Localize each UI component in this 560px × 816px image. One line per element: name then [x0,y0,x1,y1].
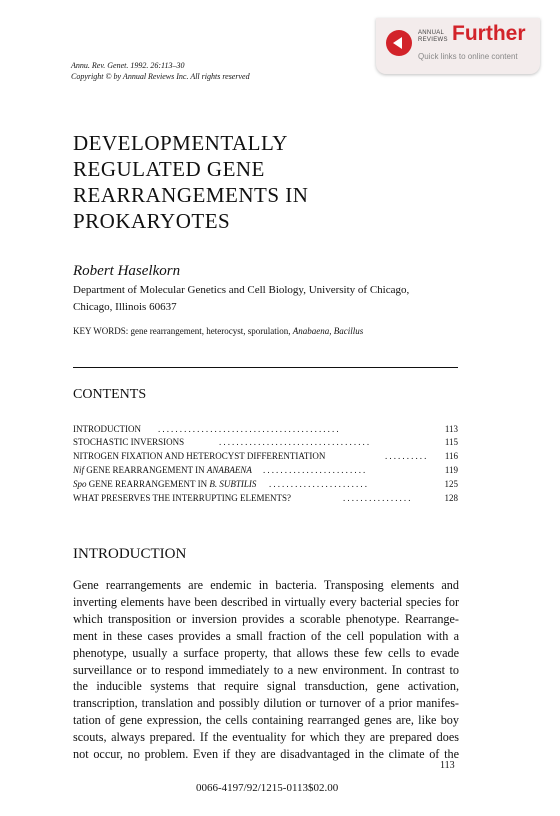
toc-leader-dots: ....................... [269,479,370,489]
author-affiliation [73,282,409,316]
toc-italic-term: ANABAENA [206,465,252,475]
toc-entry[interactable] [73,479,458,491]
toc-leader-dots: ........................ [263,465,368,475]
contents-heading: CONTENTS [73,387,147,402]
toc-entry-label: INTRODUCTION [73,424,141,434]
toc-leader-dots: .......... [385,451,429,461]
toc-entry-label: NITROGEN FIXATION AND HETEROCYST DIFFERENTIATION [73,451,326,461]
copyright-notice: Copyright © by Annual Reviews Inc. All rights reserved [71,72,250,81]
toc-italic-term: B. SUBTILIS [209,479,257,489]
toc-entry[interactable] [73,424,458,436]
badge-subtitle: Quick links to online content [418,52,518,61]
toc-leader-dots: ................ [343,493,413,503]
toc-entry-label [73,465,252,475]
toc-entry-label: STOCHASTIC INVERSIONS [73,437,185,447]
toc-leader-dots: ................................... [219,437,372,447]
toc-entry-label: WHAT PRESERVES THE INTERRUPTING ELEMENTS? [73,493,291,503]
body-line: the inducible systems that require signal transduction, gene activation, [73,679,459,694]
toc-page-number: 119 [444,465,458,475]
badge-further-text: Further [452,22,526,45]
introduction-body [73,577,459,763]
body-line: ment in these cases provides a small fraction of the cell population with a [73,628,459,643]
toc-italic-term: Nif [73,465,85,475]
toc-page-number: 115 [444,437,458,447]
badge-reviews-text: REVIEWS [418,37,448,43]
body-line: surveillance or to respond immediately to a new environment. In contrast to [73,662,459,677]
body-line: tation of gene expression, the cells containing rearranged genes are, like boy [73,713,459,728]
toc-leader-dots: .......................................... [158,424,341,434]
toc-entry[interactable] [73,451,458,463]
body-line: Gene rearrangements are endemic in bacteria. Transposing elements and [73,578,459,592]
page-number: 113 [440,760,455,771]
toc-page-number: 125 [444,479,458,489]
title-line: PROKARYOTES [73,209,231,233]
affiliation-line: Chicago, Illinois 60637 [73,301,177,313]
toc-page-number: 116 [444,451,458,461]
keywords [73,326,363,336]
annual-reviews-logo-icon [386,30,412,56]
keywords-label: KEY WORDS: [73,326,129,336]
toc-page-number: 113 [444,424,458,434]
body-line: not occur, no problem. Even if they are disadvantaged in the climate of the [73,747,459,762]
keywords-italic: Anabaena, Bacillus [292,326,364,336]
body-line: which transposition or inversion provides a scorable phenotype. Rearrange- [73,611,459,626]
toc-label-text: GENE REARRANGEMENT IN [86,479,210,489]
badge-annual-text: ANNUAL [418,30,445,36]
footer-code: 0066-4197/92/1215-0113$02.00 [196,782,339,794]
annual-reviews-further-badge[interactable] [376,18,540,74]
title-line: REARRANGEMENTS IN [73,183,309,207]
body-line: phenotype, usually a surface property, that allows these few cells to evade [73,645,459,660]
article-title [73,130,308,234]
introduction-heading: INTRODUCTION [73,546,187,562]
journal-citation: Annu. Rev. Genet. 1992. 26:113–30 [71,61,185,70]
toc-entry-label [73,479,256,489]
title-line: REGULATED GENE [73,157,265,181]
body-line: inverting elements have been described in virtually every bacterial species for [73,594,459,609]
table-of-contents [73,424,458,520]
author-name: Robert Haselkorn [73,263,181,279]
affiliation-line: Department of Molecular Genetics and Cell Biology, University of Chicago, [73,284,410,296]
body-line: scouts, always prepared. If the eventuality for which they are prepared does [73,730,459,745]
body-line: transcription, translation and possibly dilution or turnover of a prior manifes- [73,696,459,711]
toc-entry[interactable] [73,493,458,505]
toc-label-text: GENE REARRANGEMENT IN [84,465,207,475]
section-divider [73,367,458,368]
keywords-list: gene rearrangement, heterocyst, sporulation, [130,326,291,336]
toc-page-number: 128 [444,493,458,503]
toc-italic-term: Spo [73,479,87,489]
toc-entry[interactable] [73,465,458,477]
title-line: DEVELOPMENTALLY [73,131,288,155]
toc-entry[interactable] [73,437,458,449]
